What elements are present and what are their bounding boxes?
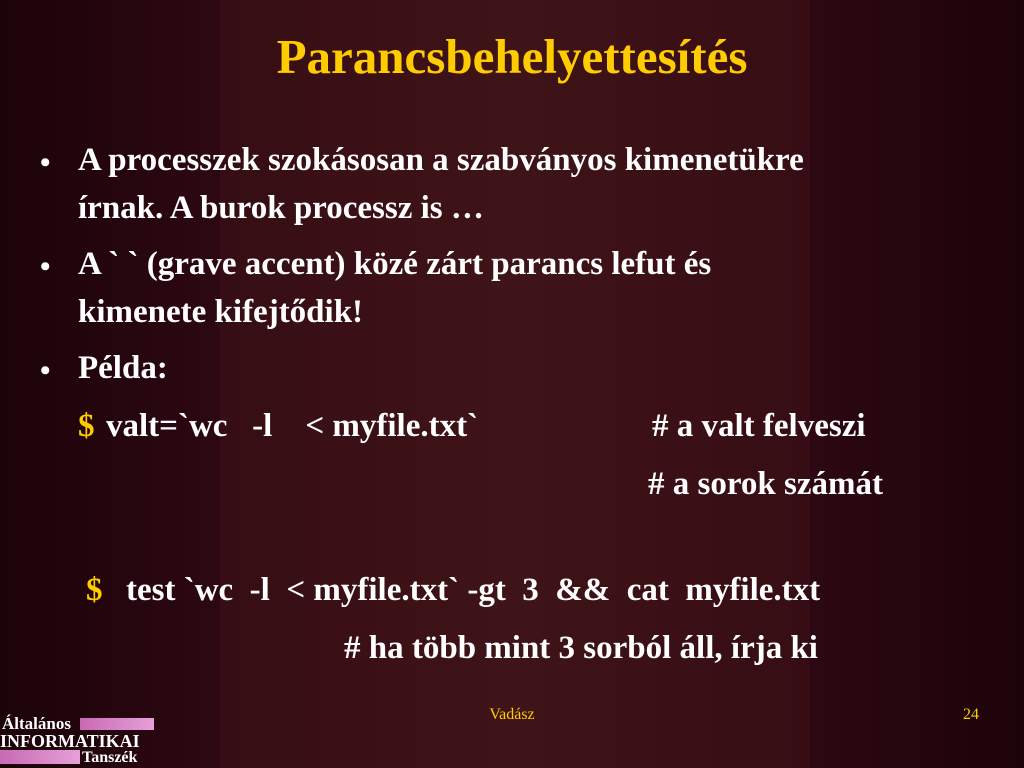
- bullet-2-line-1: A ` ` (grave accent) közé zárt parancs lefut és: [78, 246, 712, 282]
- example-2-comment: # ha több mint 3 sorból áll, írja ki: [344, 630, 818, 666]
- example-1-comment-line-2: # a sorok számát: [648, 466, 883, 502]
- logo-bar-bottom: [0, 750, 80, 764]
- background-right-panel: [810, 0, 1024, 768]
- footer-author: Vadász: [489, 706, 535, 723]
- example-1-prompt: $: [78, 408, 95, 444]
- bullet-3-line-1: Példa:: [78, 350, 168, 386]
- example-2-prompt: $: [86, 572, 103, 608]
- bullet-1-line-2: írnak. A burok processz is …: [78, 190, 484, 226]
- logo-text-line-1: Általános: [2, 714, 71, 733]
- bullet-marker-1: •: [40, 146, 51, 179]
- bullet-1-line-1: A processzek szokásosan a szabványos kimenetükre: [78, 142, 804, 178]
- bullet-2-line-2: kimenete kifejtődik!: [78, 294, 364, 330]
- example-1-comment-line-1: # a valt felveszi: [652, 408, 866, 444]
- example-1-command: valt=`wc -l < myfile.txt`: [106, 408, 479, 444]
- bullet-marker-3: •: [40, 354, 51, 387]
- logo-text-line-3: Tanszék: [82, 749, 138, 766]
- bullet-marker-2: •: [40, 250, 51, 283]
- department-logo: [0, 714, 156, 768]
- logo-text-line-2: INFORMATIKAI: [0, 731, 140, 751]
- slide-title: Parancsbehelyettesítés: [276, 29, 748, 84]
- page-number: 24: [963, 706, 979, 723]
- example-2-command: test `wc -l < myfile.txt` -gt 3 && cat myfile.txt: [126, 572, 821, 608]
- logo-bar-top: [80, 718, 154, 730]
